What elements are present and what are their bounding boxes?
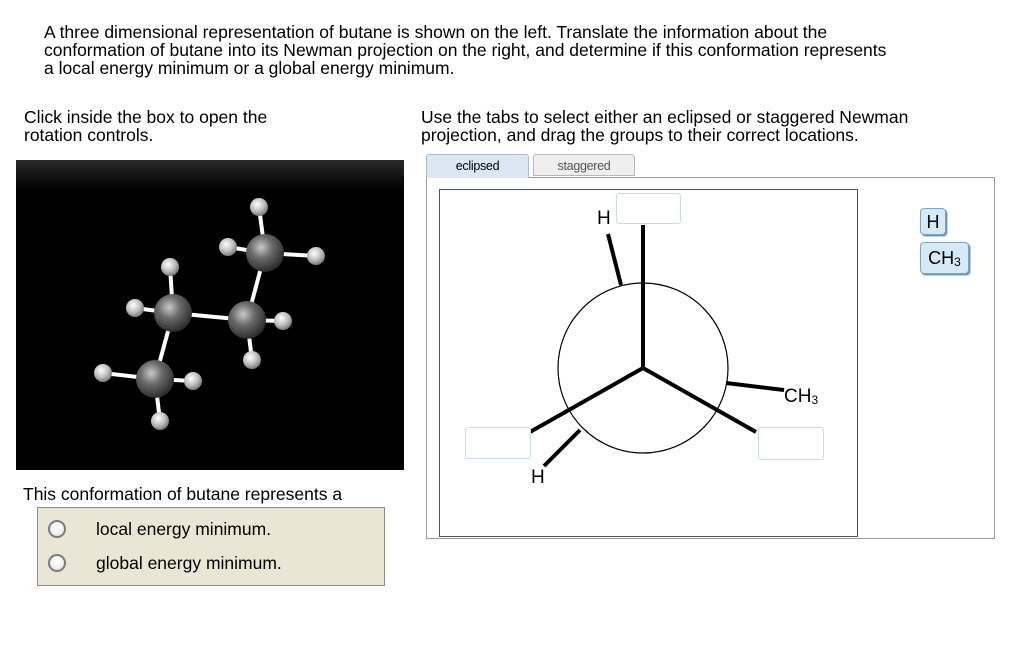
choice-global-minimum[interactable]: [48, 550, 282, 576]
rotation-instruction: Click inside the box to open the rotation controls.: [24, 107, 268, 145]
choice-label-local: local energy minimum.: [96, 518, 272, 539]
answer-choices: [37, 507, 385, 586]
newman-projection-drawing: [439, 189, 858, 537]
tab-staggered[interactable]: staggered: [533, 154, 635, 176]
conformation-question: This conformation of butane represents a: [23, 484, 343, 504]
placed-label-right-sub: 3: [811, 393, 819, 407]
chip-ch3-main: CH: [928, 248, 955, 268]
chip-h-label: H: [926, 212, 940, 232]
molecule-3d-viewer[interactable]: [16, 160, 404, 470]
butane-ball-and-stick-model: [16, 160, 404, 470]
choice-local-minimum[interactable]: [48, 516, 271, 542]
placed-label-right: [784, 386, 818, 408]
chip-ch3-sub: 3: [954, 255, 961, 269]
placed-label-right-main: CH: [784, 386, 812, 407]
placed-label-top: H: [597, 208, 611, 229]
problem-prompt: A three dimensional representation of butane is shown on the left. Translate the information about the conformation of butane into its Newman projection on the right, and determine if this conformation represents a local energy minimum or a global energy minimum.: [44, 22, 887, 78]
newman-projection-canvas: [439, 189, 858, 537]
choice-label-global: global energy minimum.: [96, 552, 282, 573]
drop-target-top[interactable]: [616, 193, 681, 224]
placed-label-lower-left: H: [531, 467, 545, 488]
newman-instruction: Use the tabs to select either an eclipsed or staggered Newman projection, and drag the groups to their correct locations.: [421, 107, 909, 145]
draggable-group-h[interactable]: [920, 208, 946, 235]
drop-target-lower-left[interactable]: [465, 427, 531, 459]
draggable-group-ch3[interactable]: [920, 242, 969, 274]
radio-unchecked-icon[interactable]: [48, 520, 66, 538]
radio-unchecked-icon[interactable]: [48, 554, 66, 572]
drop-target-lower-right[interactable]: [758, 427, 824, 460]
tab-eclipsed[interactable]: eclipsed: [426, 154, 529, 178]
